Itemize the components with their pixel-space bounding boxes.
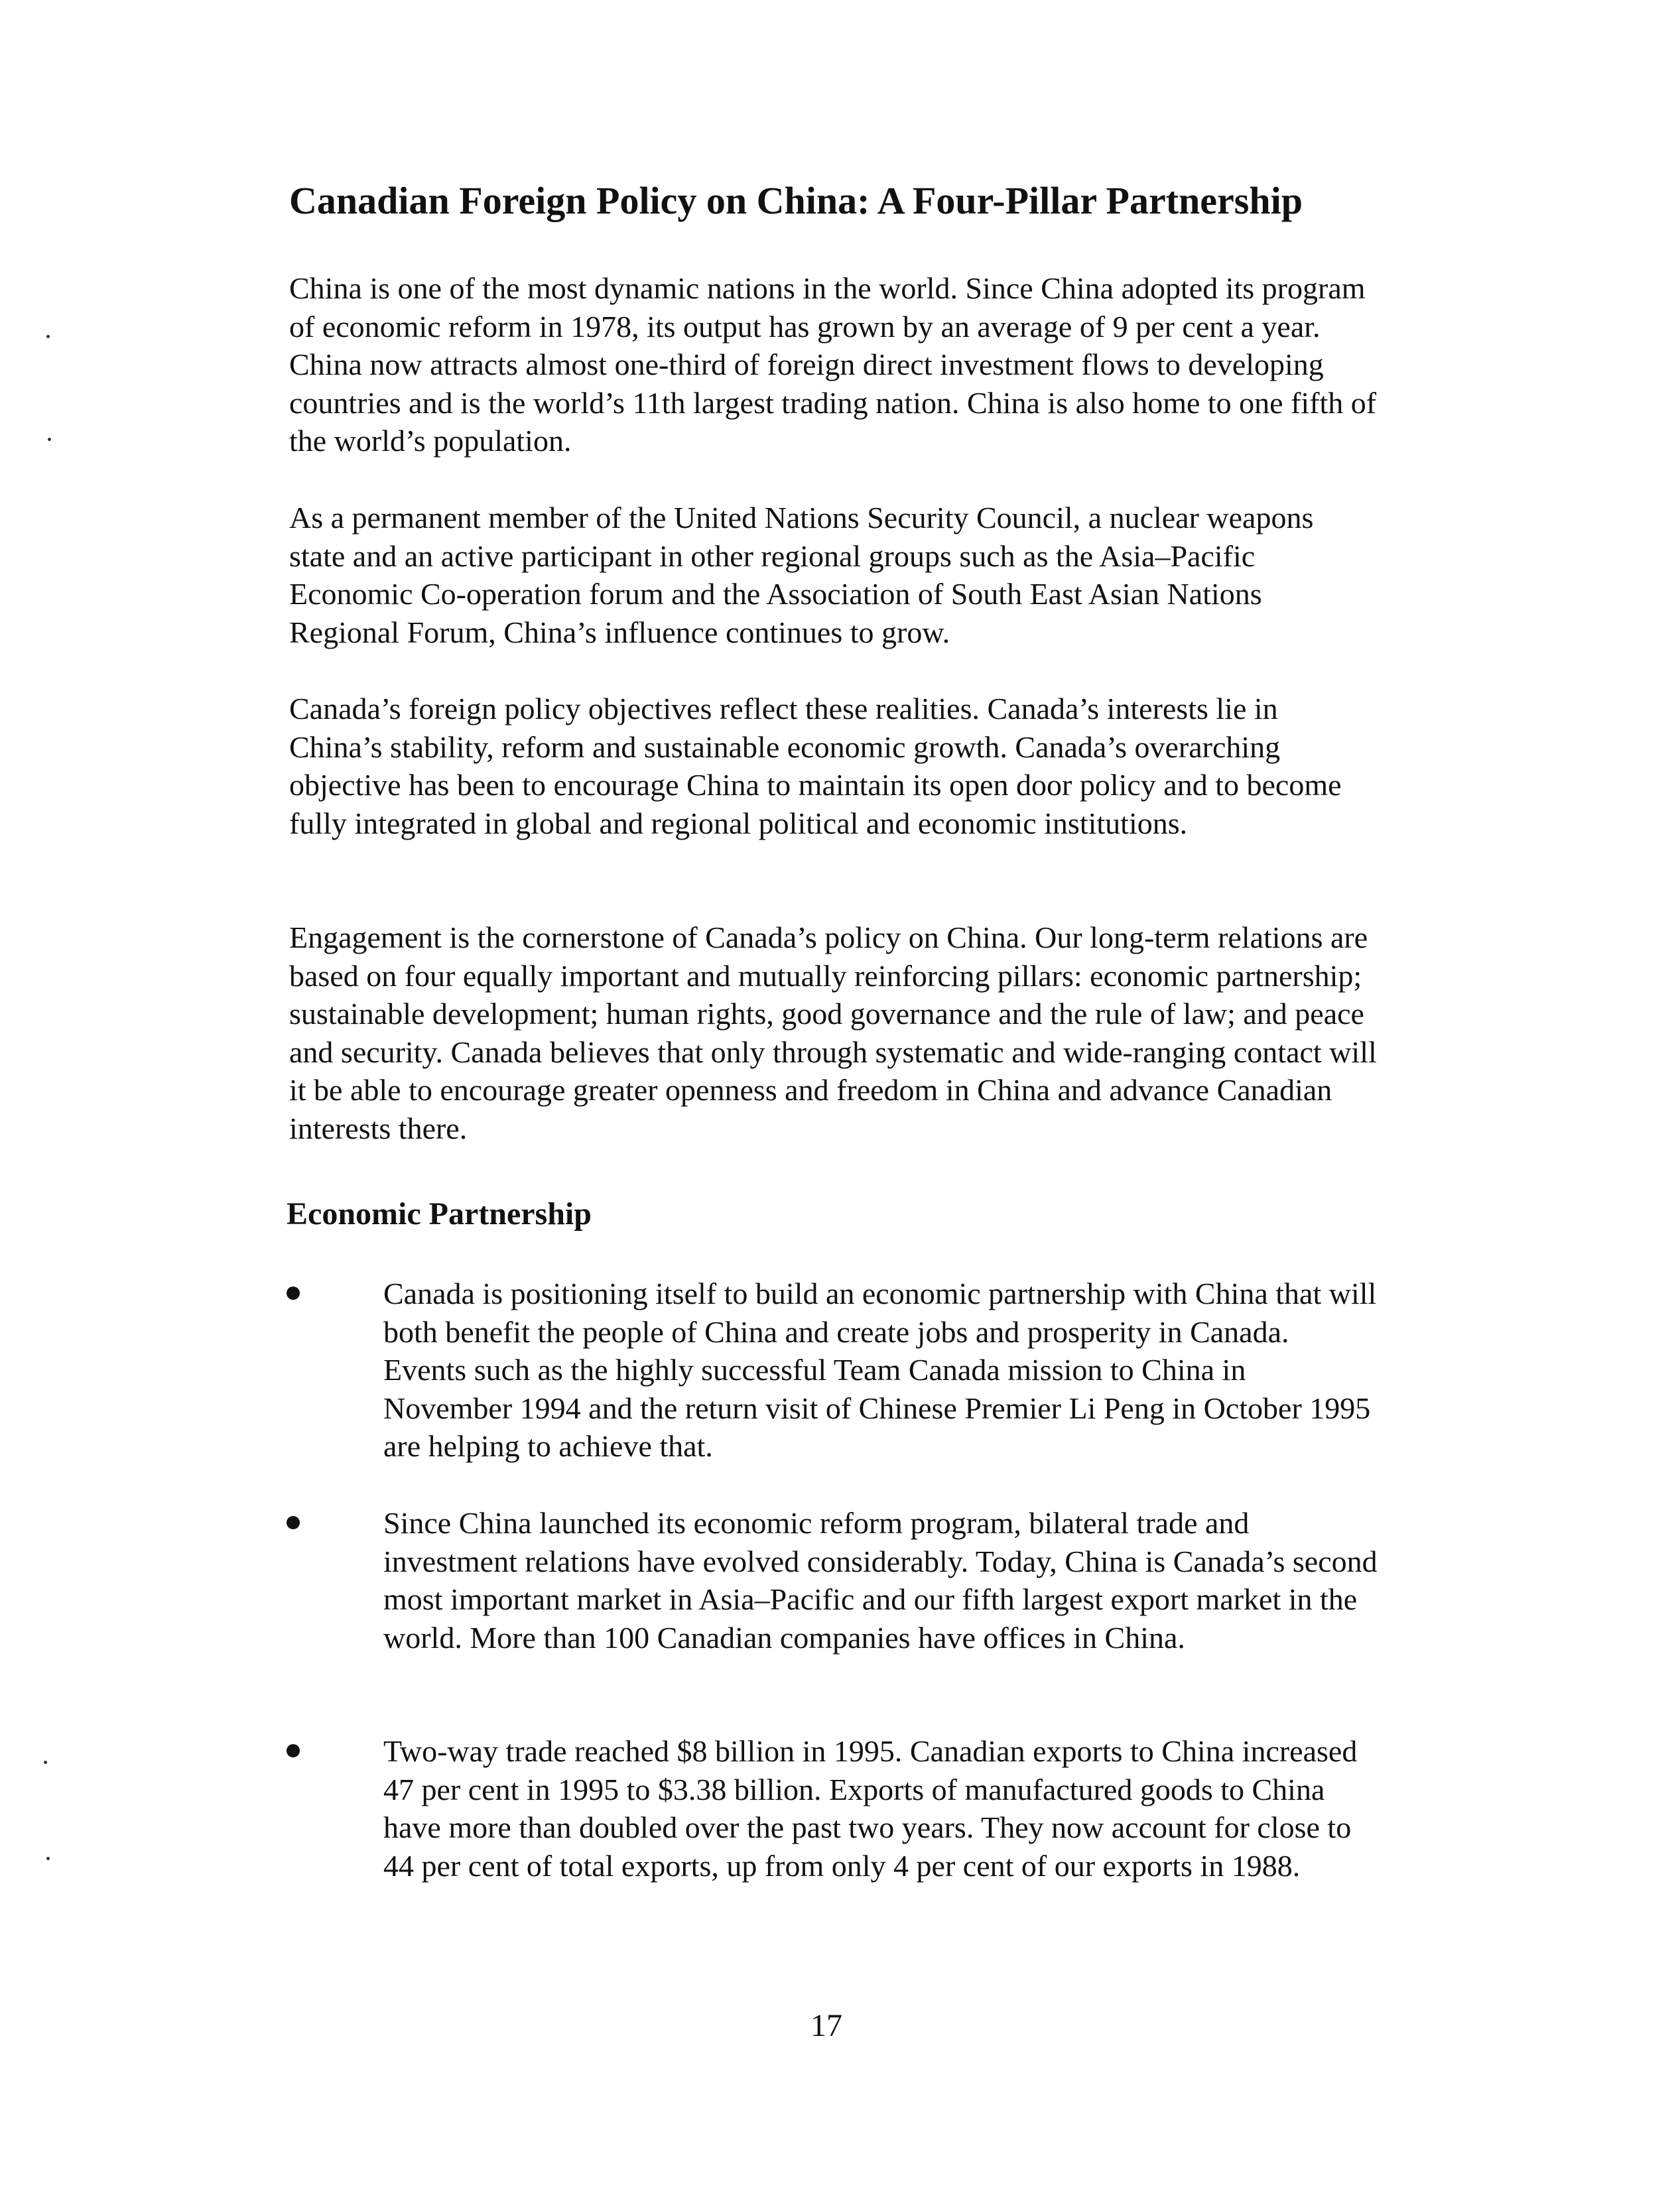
bullet-text: Two-way trade reached $8 billion in 1995. Canadian exports to China increased 47 per cent in 1995 to $3.38 billion. Exports of manufactured goods to China have more than doubled over the past two years. They now account for close to 44 per cent of total exports, up from only 4 per cent of our exports in 1988. <box>383 1734 1358 1883</box>
paragraph-china-influence: As a permanent member of the United Nations Security Council, a nuclear weapons state and an active participant in other regional groups such as the Asia–Pacific Economic Co-operation forum and the Association of South East Asian Nations Regional Forum, China’s influence continues to grow. <box>289 501 1314 649</box>
document-title: Canadian Foreign Policy on China: A Four-Pillar Partnership <box>289 179 1303 222</box>
bullet-text: Since China launched its economic reform program, bilateral trade and investment relations have evolved considerably. Today, China is Canada’s second most important market in Asia–Pacific and our fifth largest export market in the world. More than 100 Canadian companies have offices in China. <box>383 1506 1378 1655</box>
page-number: 17 <box>810 2008 842 2043</box>
scan-speck <box>46 1857 50 1860</box>
bullet-dot-icon <box>287 1516 300 1529</box>
scan-speck <box>48 438 51 441</box>
section-heading-economic-partnership: Economic Partnership <box>287 1196 592 1231</box>
scan-speck <box>46 335 50 338</box>
scan-speck <box>44 1761 47 1764</box>
paragraph-canada-objectives: Canada’s foreign policy objectives reflect these realities. Canada’s interests lie in China’s stability, reform and sustainable economic growth. Canada’s overarching objective has been to encourage China to maintain its open door policy and to become fully integrated in global and regional political and economic institutions. <box>289 692 1342 840</box>
bullet-dot-icon <box>287 1744 300 1757</box>
paragraph-engagement: Engagement is the cornerstone of Canada’s policy on China. Our long-term relations are based on four equally important and mutually reinforcing pillars: economic partnership; sustainable development; human rights, good governance and the rule of law; and peace and security. Canada believes that only through systematic and wide-ranging contact will it be able to encourage greater openness and freedom in China and advance Canadian interests there. <box>289 920 1377 1145</box>
bullet-dot-icon <box>287 1287 300 1300</box>
bullet-text: Canada is positioning itself to build an economic partnership with China that will both benefit the people of China and create jobs and prosperity in Canada. Events such as the highly successful Team Canada mission to China in November 1994 and the return visit of Chinese Premier Li Peng in October 1995 are helping to achieve that. <box>383 1277 1377 1463</box>
paragraph-china-overview: China is one of the most dynamic nations in the world. Since China adopted its program of economic reform in 1978, its output has grown by an average of 9 per cent a year. China now attracts almost one-third of foreign direct investment flows to developing countries and is the world’s 11th largest trading nation. China is also home to one fifth of the world’s population. <box>289 271 1377 458</box>
